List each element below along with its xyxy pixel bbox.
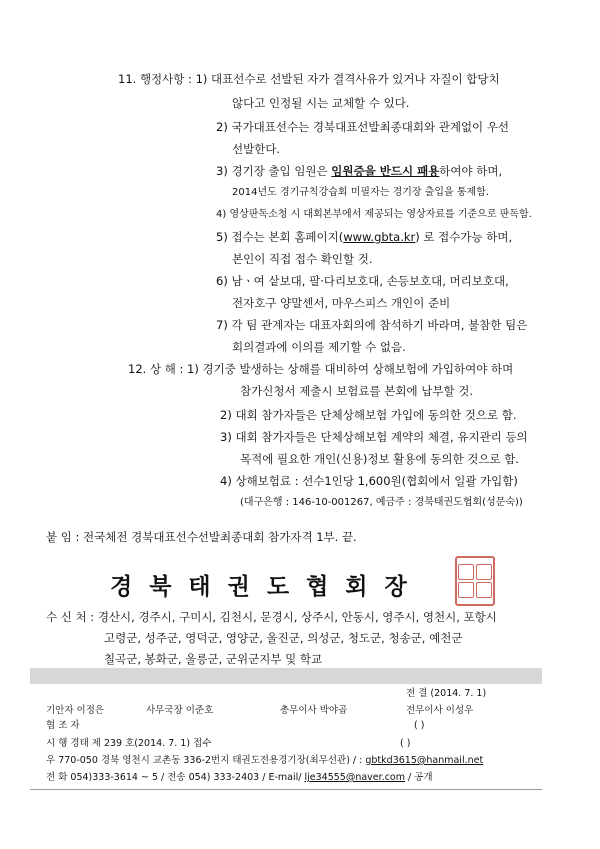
item3-post: 하여야 하며, <box>439 164 503 178</box>
section-11-heading: 11. 행정사항 : 1) 대표선수로 선발된 자가 결격사유가 있거나 자질이 합당치 <box>118 72 500 86</box>
section-11-item4: 4) 영상판독소청 시 대회본부에서 제공되는 영상자료를 기준으로 판독함. <box>216 209 532 220</box>
section-11-item1-cont: 않다고 인정될 시는 교체할 수 있다. <box>232 96 410 110</box>
section-11-item2: 2) 국가대표선수는 경북대표선발최종대회와 관계없이 우선 <box>216 120 510 134</box>
section-11-item2-cont: 선발한다. <box>232 142 281 156</box>
section-12-item1-cont: 참가신청서 제출시 보험료를 본회에 납부할 것. <box>240 384 474 398</box>
recipients-line2: 고령군, 성주군, 영덕군, 영양군, 울진군, 의성군, 청도군, 청송군, 예천군 <box>104 631 463 645</box>
executive-director: 전무이사 이성우 <box>406 705 474 716</box>
phone-text: 전 화 054)333-3614 ~ 5 / 전송 054) 333-2403 / E-mail/ <box>46 772 302 783</box>
item5-post: ) 로 접수가능 하며, <box>415 230 513 244</box>
footer-rule <box>30 789 542 790</box>
reception-paren: ( ) <box>400 738 411 749</box>
divider-bar <box>30 668 542 684</box>
section-12-item2: 2) 대회 참가자들은 단체상해보험 가입에 동의한 것으로 함. <box>220 408 517 422</box>
item3-pre: 3) 경기장 출입 임원은 <box>216 164 332 178</box>
section-11-item3 <box>216 164 502 178</box>
address-text: 우 770-050 경북 영천시 교촌동 336-2번지 태권도전용경기장(최무선관) / : <box>46 755 363 766</box>
section-11-item5 <box>216 230 512 244</box>
phone-line <box>46 772 433 784</box>
section-12-item3-cont: 목적에 필요한 개인(신용)정보 활용에 동의한 것으로 함. <box>240 452 519 466</box>
email-link-2[interactable]: lje34555@naver.com <box>304 772 405 783</box>
homepage-link[interactable]: www.gbta.kr <box>343 230 416 244</box>
item3-underlined: 임원증을 반드시 패용 <box>331 164 440 178</box>
cooperator-label: 협 조 자 <box>46 720 80 731</box>
section-12-heading: 12. 상 해 : 1) 경기중 발생하는 상해를 대비하여 상해보험에 가입하여야 하며 <box>128 362 514 376</box>
recipients-line1: 수 신 처 : 경산시, 경주시, 구미시, 김천시, 문경시, 상주시, 안동시, 영주시, 영천시, 포항시 <box>46 610 497 624</box>
organization-name: 경북태권도협회장 <box>110 574 424 600</box>
enforcement-line: 시 행 경태 제 239 호(2014. 7. 1) 접수 <box>46 738 212 749</box>
approval-line: 전 결 (2014. 7. 1) <box>406 688 487 699</box>
section-11-item7: 7) 각 팀 관계자는 대표자회의에 참석하기 바라며, 불참한 팀은 <box>216 318 528 332</box>
official-seal-icon <box>455 556 495 606</box>
approval-paren: ( ) <box>414 720 425 731</box>
recipients-line3: 칠곡군, 봉화군, 울릉군, 군위군지부 및 학교 <box>104 652 323 666</box>
public-label: / 공개 <box>408 772 433 783</box>
section-12-item4-cont: (대구은행 : 146-10-001267, 예금주 : 경북태권도협회(성문숙)) <box>240 497 523 508</box>
secretary-general: 사무국장 이준호 <box>146 705 214 716</box>
drafter: 기안자 이정은 <box>46 705 105 716</box>
attachment-line: 붙 임 : 전국체전 경북대표선수선발최종대회 참가자격 1부. 끝. <box>46 530 357 544</box>
section-11-item7-cont: 회의결과에 이의를 제기할 수 없음. <box>232 340 406 354</box>
address-line <box>46 755 483 767</box>
section-12-item3: 3) 대회 참가자들은 단체상해보험 계약의 체결, 유지관리 등의 <box>220 430 528 444</box>
general-affairs-director: 총무이사 박야곱 <box>280 705 348 716</box>
section-11-item5-cont: 본인이 직접 접수 확인할 것. <box>232 252 373 266</box>
item5-pre: 5) 접수는 본회 홈페이지( <box>216 230 344 244</box>
email-link-1[interactable]: gbtkd3615@hanmail.net <box>365 755 484 766</box>
section-12-item4: 4) 상해보험료 : 선수1인당 1,600원(협회에서 일괄 가입함) <box>220 474 518 488</box>
section-11-item3-cont: 2014년도 경기규칙강습회 미필자는 경기장 출입을 통제함. <box>232 187 490 198</box>
section-11-item6-cont: 전자호구 양말센서, 마우스피스 개인이 준비 <box>232 296 451 310</box>
section-11-item6: 6) 남ㆍ여 샅보대, 팔·다리보호대, 손등보호대, 머리보호대, <box>216 274 509 288</box>
